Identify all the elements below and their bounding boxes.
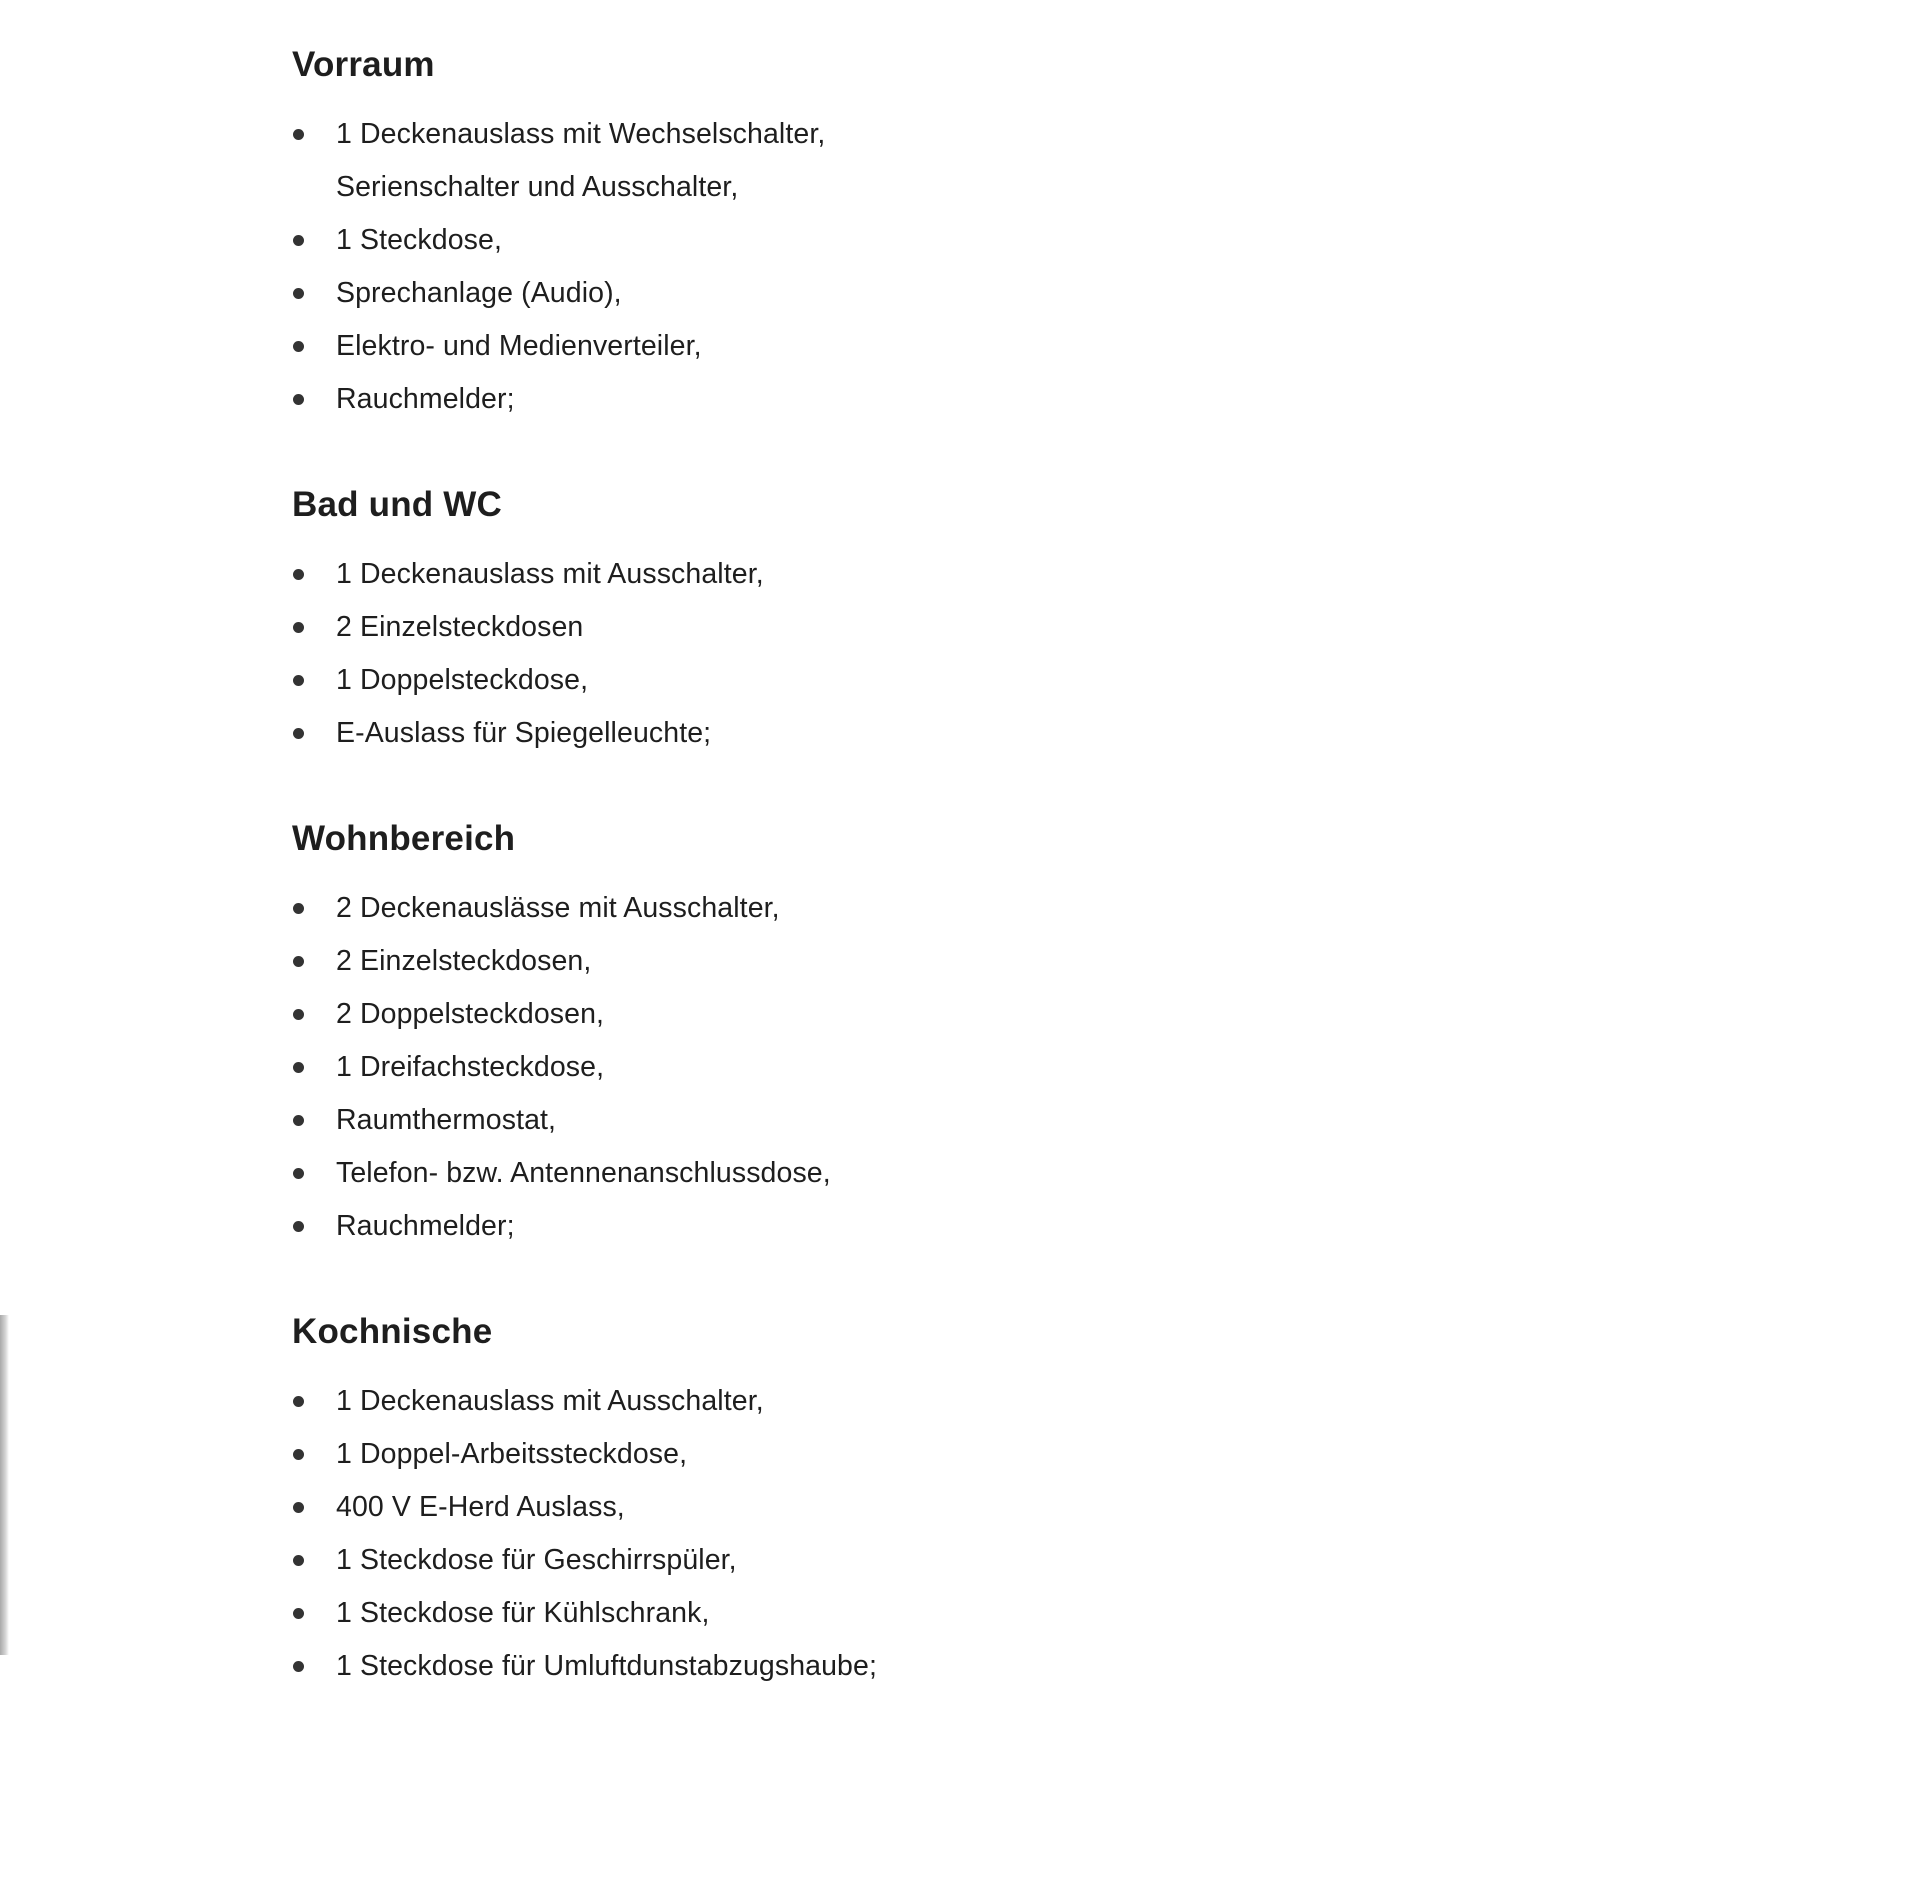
bullet-icon bbox=[293, 1009, 304, 1020]
section-wohnbereich bbox=[292, 812, 1592, 1253]
list-item bbox=[292, 935, 1592, 988]
section-title: Bad und WC bbox=[292, 485, 503, 524]
list-item-text: 2 Deckenauslässe mit Ausschalter, bbox=[336, 892, 780, 924]
list-item bbox=[292, 373, 1592, 426]
section-title: Kochnische bbox=[292, 1312, 493, 1351]
bullet-icon bbox=[293, 956, 304, 967]
bullet-icon bbox=[293, 675, 304, 686]
bullet-icon bbox=[293, 1661, 304, 1672]
list-item bbox=[292, 548, 1592, 601]
bullet-icon bbox=[293, 394, 304, 405]
item-list bbox=[292, 1375, 1592, 1693]
list-item-text: 1 Deckenauslass mit Ausschalter, bbox=[336, 558, 764, 590]
list-item-text: 400 V E-Herd Auslass, bbox=[336, 1491, 625, 1523]
section-bad-und-wc bbox=[292, 478, 1592, 760]
list-item-text: Sprechanlage (Audio), bbox=[336, 277, 622, 309]
list-item-text: Elektro- und Medienverteiler, bbox=[336, 330, 702, 362]
scan-edge-shadow bbox=[0, 1315, 9, 1655]
list-item bbox=[292, 601, 1592, 654]
list-item bbox=[292, 1147, 1592, 1200]
list-item bbox=[292, 1587, 1592, 1640]
item-list bbox=[292, 882, 1592, 1253]
list-item-text: 1 Steckdose für Kühlschrank, bbox=[336, 1597, 710, 1629]
list-item-text: Rauchmelder; bbox=[336, 1210, 515, 1242]
list-item bbox=[292, 267, 1592, 320]
bullet-icon bbox=[293, 129, 304, 140]
bullet-icon bbox=[293, 1502, 304, 1513]
bullet-icon bbox=[293, 1062, 304, 1073]
bullet-icon bbox=[293, 1449, 304, 1460]
list-item bbox=[292, 988, 1592, 1041]
list-item-text: 1 Doppel-Arbeitssteckdose, bbox=[336, 1438, 688, 1470]
list-item bbox=[292, 108, 1592, 161]
bullet-icon bbox=[293, 622, 304, 633]
item-list bbox=[292, 548, 1592, 760]
bullet-icon bbox=[293, 341, 304, 352]
document-page bbox=[292, 38, 1592, 1745]
list-item bbox=[292, 1094, 1592, 1147]
item-list bbox=[292, 108, 1592, 426]
list-item-text: Telefon- bzw. Antennenanschlussdose, bbox=[336, 1157, 831, 1189]
list-item-text: 1 Deckenauslass mit Ausschalter, bbox=[336, 1385, 764, 1417]
bullet-icon bbox=[293, 1168, 304, 1179]
bullet-icon bbox=[293, 1221, 304, 1232]
list-item bbox=[292, 1428, 1592, 1481]
section-title: Wohnbereich bbox=[292, 819, 516, 858]
list-item bbox=[292, 1640, 1592, 1693]
list-item-text: 1 Steckdose für Umluftdunstabzugshaube; bbox=[336, 1650, 877, 1682]
list-item bbox=[292, 1534, 1592, 1587]
list-item bbox=[292, 1200, 1592, 1253]
bullet-icon bbox=[293, 903, 304, 914]
list-item bbox=[292, 214, 1592, 267]
list-item-text: Raumthermostat, bbox=[336, 1104, 557, 1136]
list-item bbox=[292, 1375, 1592, 1428]
bullet-icon bbox=[293, 288, 304, 299]
list-item-text: 1 Doppelsteckdose, bbox=[336, 664, 589, 696]
list-item bbox=[292, 1481, 1592, 1534]
bullet-icon bbox=[293, 1555, 304, 1566]
list-item bbox=[292, 707, 1592, 760]
section-title: Vorraum bbox=[292, 45, 435, 84]
list-item-text: Serienschalter und Ausschalter, bbox=[336, 171, 739, 203]
bullet-icon bbox=[293, 1396, 304, 1407]
section-kochnische bbox=[292, 1305, 1592, 1693]
list-item-text: 2 Einzelsteckdosen bbox=[336, 611, 584, 643]
list-item-text: 1 Dreifachsteckdose, bbox=[336, 1051, 605, 1083]
list-item-text: 2 Doppelsteckdosen, bbox=[336, 998, 605, 1030]
bullet-icon bbox=[293, 235, 304, 246]
list-item-continuation bbox=[292, 161, 1592, 214]
list-item bbox=[292, 654, 1592, 707]
bullet-icon bbox=[293, 728, 304, 739]
list-item-text: E-Auslass für Spiegelleuchte; bbox=[336, 717, 712, 749]
bullet-icon bbox=[293, 569, 304, 580]
section-vorraum bbox=[292, 38, 1592, 426]
list-item bbox=[292, 320, 1592, 373]
list-item-text: 2 Einzelsteckdosen, bbox=[336, 945, 592, 977]
list-item-text: 1 Steckdose für Geschirrspüler, bbox=[336, 1544, 737, 1576]
list-item-text: 1 Steckdose, bbox=[336, 224, 502, 256]
bullet-icon bbox=[293, 1115, 304, 1126]
list-item-text: 1 Deckenauslass mit Wechselschalter, bbox=[336, 118, 826, 150]
list-item bbox=[292, 882, 1592, 935]
list-item-text: Rauchmelder; bbox=[336, 383, 515, 415]
bullet-icon bbox=[293, 1608, 304, 1619]
list-item bbox=[292, 1041, 1592, 1094]
